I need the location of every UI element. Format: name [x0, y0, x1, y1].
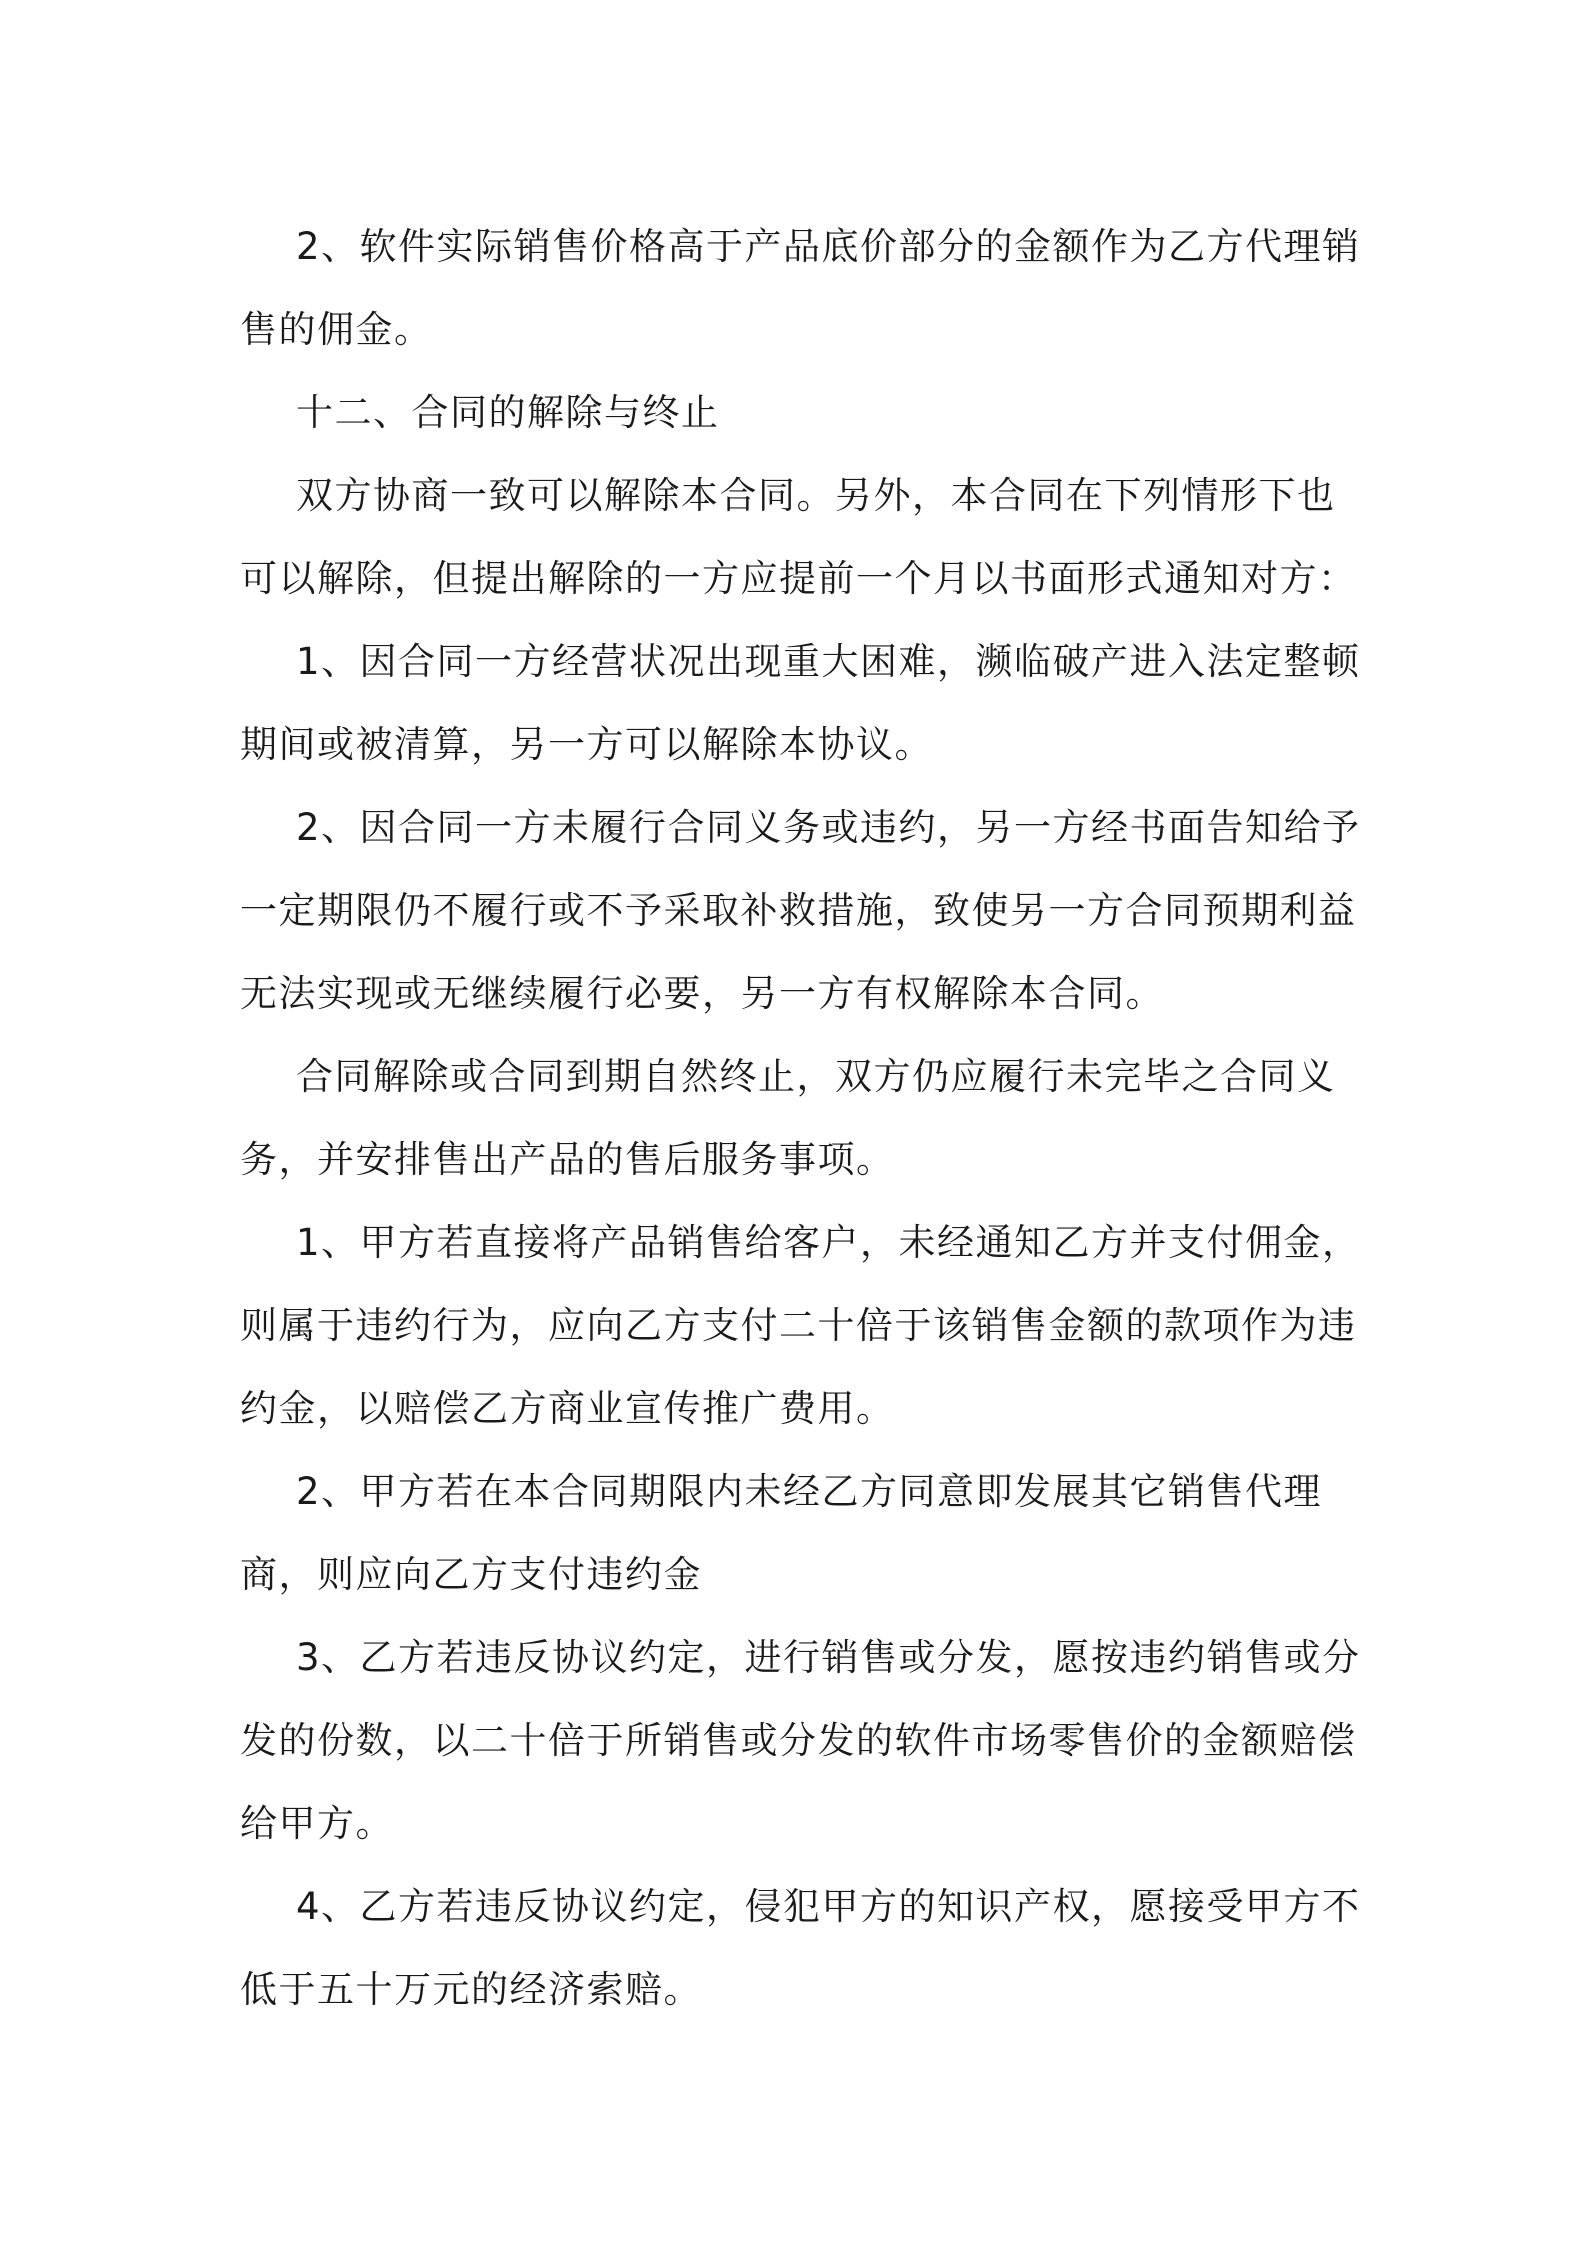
text-line: 商，则应向乙方支付违约金: [240, 1553, 702, 1596]
text-line: 发的份数，以二十倍于所销售或分发的软件市场零售价的金额赔偿: [240, 1719, 1357, 1762]
section-heading: 十二、合同的解除与终止: [296, 391, 720, 434]
text-line: 合同解除或合同到期自然终止，双方仍应履行未完毕之合同义: [296, 1055, 1336, 1098]
document-body: [240, 205, 1361, 2031]
text-line: 2、因合同一方未履行合同义务或违约，另一方经书面告知给予: [296, 806, 1361, 849]
text-line: 给甲方。: [240, 1802, 394, 1845]
text-line: 可以解除，但提出解除的一方应提前一个月以书面形式通知对方：: [240, 557, 1357, 600]
text-line: 3、乙方若违反协议约定，进行销售或分发，愿按违约销售或分: [296, 1636, 1361, 1679]
text-line: 4、乙方若违反协议约定，侵犯甲方的知识产权，愿接受甲方不: [296, 1885, 1361, 1928]
text-line: 双方协商一致可以解除本合同。另外，本合同在下列情形下也: [296, 474, 1336, 517]
text-line: 务，并安排售出产品的售后服务事项。: [240, 1138, 895, 1181]
text-line: 约金，以赔偿乙方商业宣传推广费用。: [240, 1387, 895, 1430]
text-line: 售的佣金。: [240, 308, 433, 351]
text-line: 2、甲方若在本合同期限内未经乙方同意即发展其它销售代理: [296, 1470, 1323, 1513]
text-line: 1、因合同一方经营状况出现重大困难，濒临破产进入法定整顿: [296, 640, 1361, 683]
text-line: 1、甲方若直接将产品销售给客户，未经通知乙方并支付佣金，: [296, 1221, 1361, 1264]
text-line: 一定期限仍不履行或不予采取补救措施，致使另一方合同预期利益: [240, 889, 1357, 932]
text-line: 期间或被清算，另一方可以解除本协议。: [240, 723, 933, 766]
text-line: 2、软件实际销售价格高于产品底价部分的金额作为乙方代理销: [296, 225, 1361, 268]
text-line: 则属于违约行为，应向乙方支付二十倍于该销售金额的款项作为违: [240, 1304, 1357, 1347]
text-line: 低于五十万元的经济索赔。: [240, 1968, 702, 2011]
text-line: 无法实现或无继续履行必要，另一方有权解除本合同。: [240, 972, 1164, 1015]
